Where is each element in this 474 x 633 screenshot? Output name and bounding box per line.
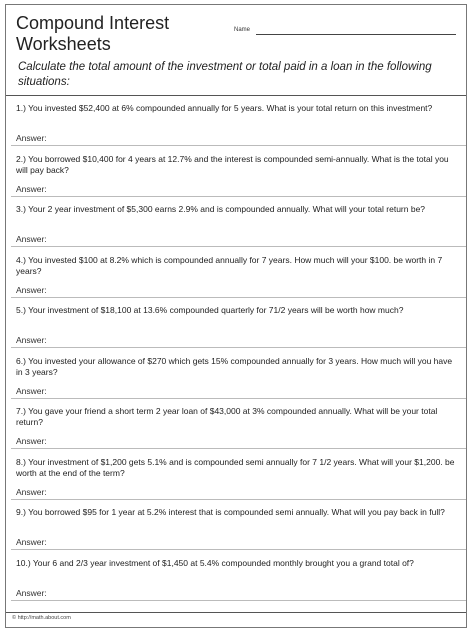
question-item [16, 204, 456, 255]
question-divider [11, 196, 466, 197]
question-divider [11, 549, 466, 550]
question-text: 9.) You borrowed $95 for 1 year at 5.2% interest that is compounded semi annually. What will you pay back in full? [16, 507, 445, 517]
name-line [256, 34, 456, 35]
question-text: 2.) You borrowed $10,400 for 4 years at 12.7% and the interest is compounded semi-annually. What is the total you will pay back? [16, 153, 449, 175]
question-text: 10.) Your 6 and 2/3 year investment of $1,450 at 5.4% compounded monthly brought you a grand total of? [16, 557, 414, 568]
worksheet-footer [6, 612, 466, 627]
question-divider [11, 297, 466, 298]
title-line-2: Worksheets [16, 34, 111, 54]
answer-label: Answer: [16, 133, 47, 143]
question-text: 8.) Your investment of $1,200 gets 5.1% and is compounded semi annually for 7 1/2 years. What will your $1,200. be worth at the end of the term? [16, 456, 455, 478]
worksheet [5, 4, 467, 628]
question-item [16, 457, 456, 508]
question-item [16, 507, 456, 558]
question-divider [11, 398, 466, 399]
footer-credit: © http://math.about.com [12, 615, 71, 621]
question-text: 6.) You invested your allowance of $270 which gets 15% compounded annually for 3 years. How much will you have in 3 years? [16, 355, 453, 377]
instructions: Calculate the total amount of the investment or total paid in a loan in the following situations: [18, 61, 432, 88]
question-text: 5.) Your investment of $18,100 at 13.6% compounded quarterly for 71/2 years will be worth how much? [16, 305, 404, 315]
question-item [16, 356, 456, 407]
answer-label: Answer: [16, 436, 47, 446]
question-text: 1.) You invested $52,400 at 6% compounded annually for 5 years. What is your total return on this investment? [16, 103, 433, 113]
question-text: 3.) Your 2 year investment of $5,300 earns 2.9% and is compounded annually. What will your total return be? [16, 204, 426, 214]
question-item [16, 255, 456, 306]
question-divider [11, 448, 466, 449]
name-label: Name [234, 27, 251, 33]
worksheet-title [16, 13, 169, 55]
answer-label: Answer: [16, 183, 47, 194]
answer-label: Answer: [16, 284, 47, 295]
answer-label: Answer: [16, 234, 47, 244]
answer-label: Answer: [16, 537, 47, 547]
question-text: 4.) You invested $100 at 8.2% which is compounded annually for 7 years. How much will your $100. be worth in 7 years? [16, 254, 443, 276]
question-list [16, 103, 456, 608]
question-item [16, 558, 456, 609]
question-divider [11, 246, 466, 247]
answer-label: Answer: [16, 335, 47, 345]
question-item [16, 103, 456, 154]
question-divider [11, 600, 466, 601]
question-item [16, 406, 456, 457]
question-text: 7.) You gave your friend a short term 2 year loan of $43,000 at 3% compounded annually. What will be your total return? [16, 406, 438, 427]
question-item [16, 305, 456, 356]
question-item [16, 154, 456, 205]
question-divider [11, 347, 466, 348]
worksheet-header [6, 5, 466, 96]
question-divider [11, 499, 466, 500]
answer-label: Answer: [16, 385, 47, 396]
answer-label: Answer: [16, 486, 47, 497]
question-divider [11, 145, 466, 146]
title-line-1: Compound Interest [16, 13, 170, 33]
answer-label: Answer: [16, 587, 47, 598]
